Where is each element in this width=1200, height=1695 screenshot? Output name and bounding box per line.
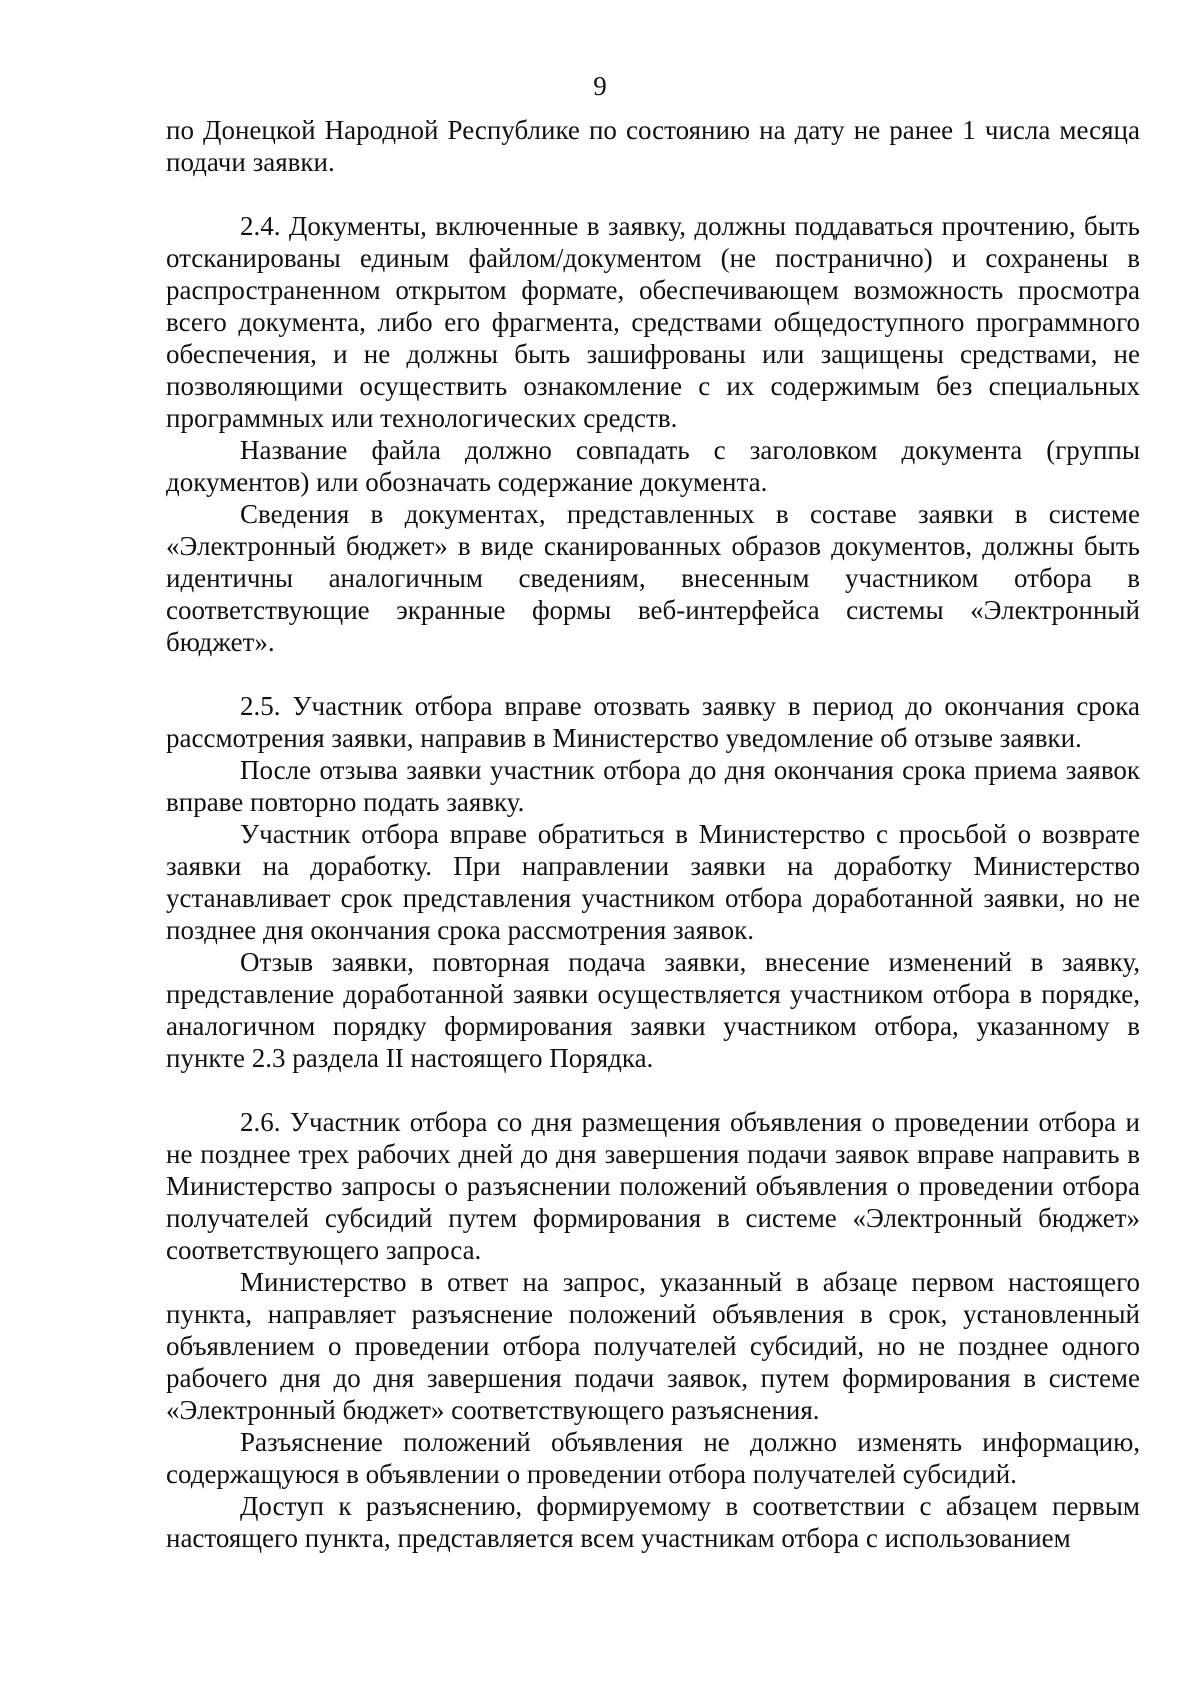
paragraph-ministry-response: Министерство в ответ на запрос, указанный в абзаце первом настоящего пункта, направляет разъяснение положений объявления в срок, установленный объявлением о проведении отбора получателей субсидий, но не позднее одного рабочего дня до дня завершения подачи заявок, путем формирования в системе «Электронный бюджет» соответствующего разъяснения.	[166, 1267, 1140, 1425]
paragraph-document-identity: Сведения в документах, представленных в составе заявки в системе «Электронный бюджет» в виде сканированных образов документов, должны быть идентичны аналогичным сведениям, внесенным участником отбора в соответствующие экранные формы веб-интерфейса системы «Электронный бюджет».	[166, 499, 1140, 657]
paragraph-clarification-access: Доступ к разъяснению, формируемому в соответствии с абзацем первым настоящего пункта, представляется всем участникам отбора с использованием	[166, 1491, 1140, 1553]
paragraph-withdrawal-procedure: Отзыв заявки, повторная подача заявки, внесение изменений в заявку, представление доработанной заявки осуществляется участником отбора в порядке, аналогичном порядку формирования заявки участником отбора, указанному в пункте 2.3 раздела II настоящего Порядка.	[166, 947, 1140, 1073]
paragraph-2-5: 2.5. Участник отбора вправе отозвать заявку в период до окончания срока рассмотрения заявки, направив в Министерство уведомление об отзыве заявки.	[166, 691, 1140, 753]
paragraph-clarification-limits: Разъяснение положений объявления не должно изменять информацию, содержащуюся в объявлении о проведении отбора получателей субсидий.	[166, 1427, 1140, 1489]
paragraph-return-for-revision: Участник отбора вправе обратиться в Министерство с просьбой о возврате заявки на доработку. При направлении заявки на доработку Министерство устанавливает срок представления участником отбора доработанной заявки, но не позднее дня окончания срока рассмотрения заявок.	[166, 819, 1140, 945]
document-body	[166, 114, 1140, 1554]
paragraph-resubmission: После отзыва заявки участник отбора до дня окончания срока приема заявок вправе повторно подать заявку.	[166, 755, 1140, 817]
paragraph-continuation: по Донецкой Народной Республике по состоянию на дату не ранее 1 числа месяца подачи заявки.	[166, 115, 1140, 177]
paragraph-2-6: 2.6. Участник отбора со дня размещения объявления о проведении отбора и не позднее трех рабочих дней до дня завершения подачи заявок вправе направить в Министерство запросы о разъяснении положений объявления о проведении отбора получателей субсидий путем формирования в системе «Электронный бюджет» соответствующего запроса.	[166, 1107, 1140, 1265]
paragraph-2-4: 2.4. Документы, включенные в заявку, должны поддаваться прочтению, быть отсканированы единым файлом/документом (не постранично) и сохранены в распространенном открытом формате, обеспечивающем возможность просмотра всего документа, либо его фрагмента, средствами общедоступного программного обеспечения, и не должны быть зашифрованы или защищены средствами, не позволяющими осуществить ознакомление с их содержимым без специальных программных или технологических средств.	[166, 211, 1140, 433]
page-number: 9	[593, 71, 607, 101]
paragraph-file-name: Название файла должно совпадать с заголовком документа (группы документов) или обозначать содержание документа.	[166, 435, 1140, 497]
